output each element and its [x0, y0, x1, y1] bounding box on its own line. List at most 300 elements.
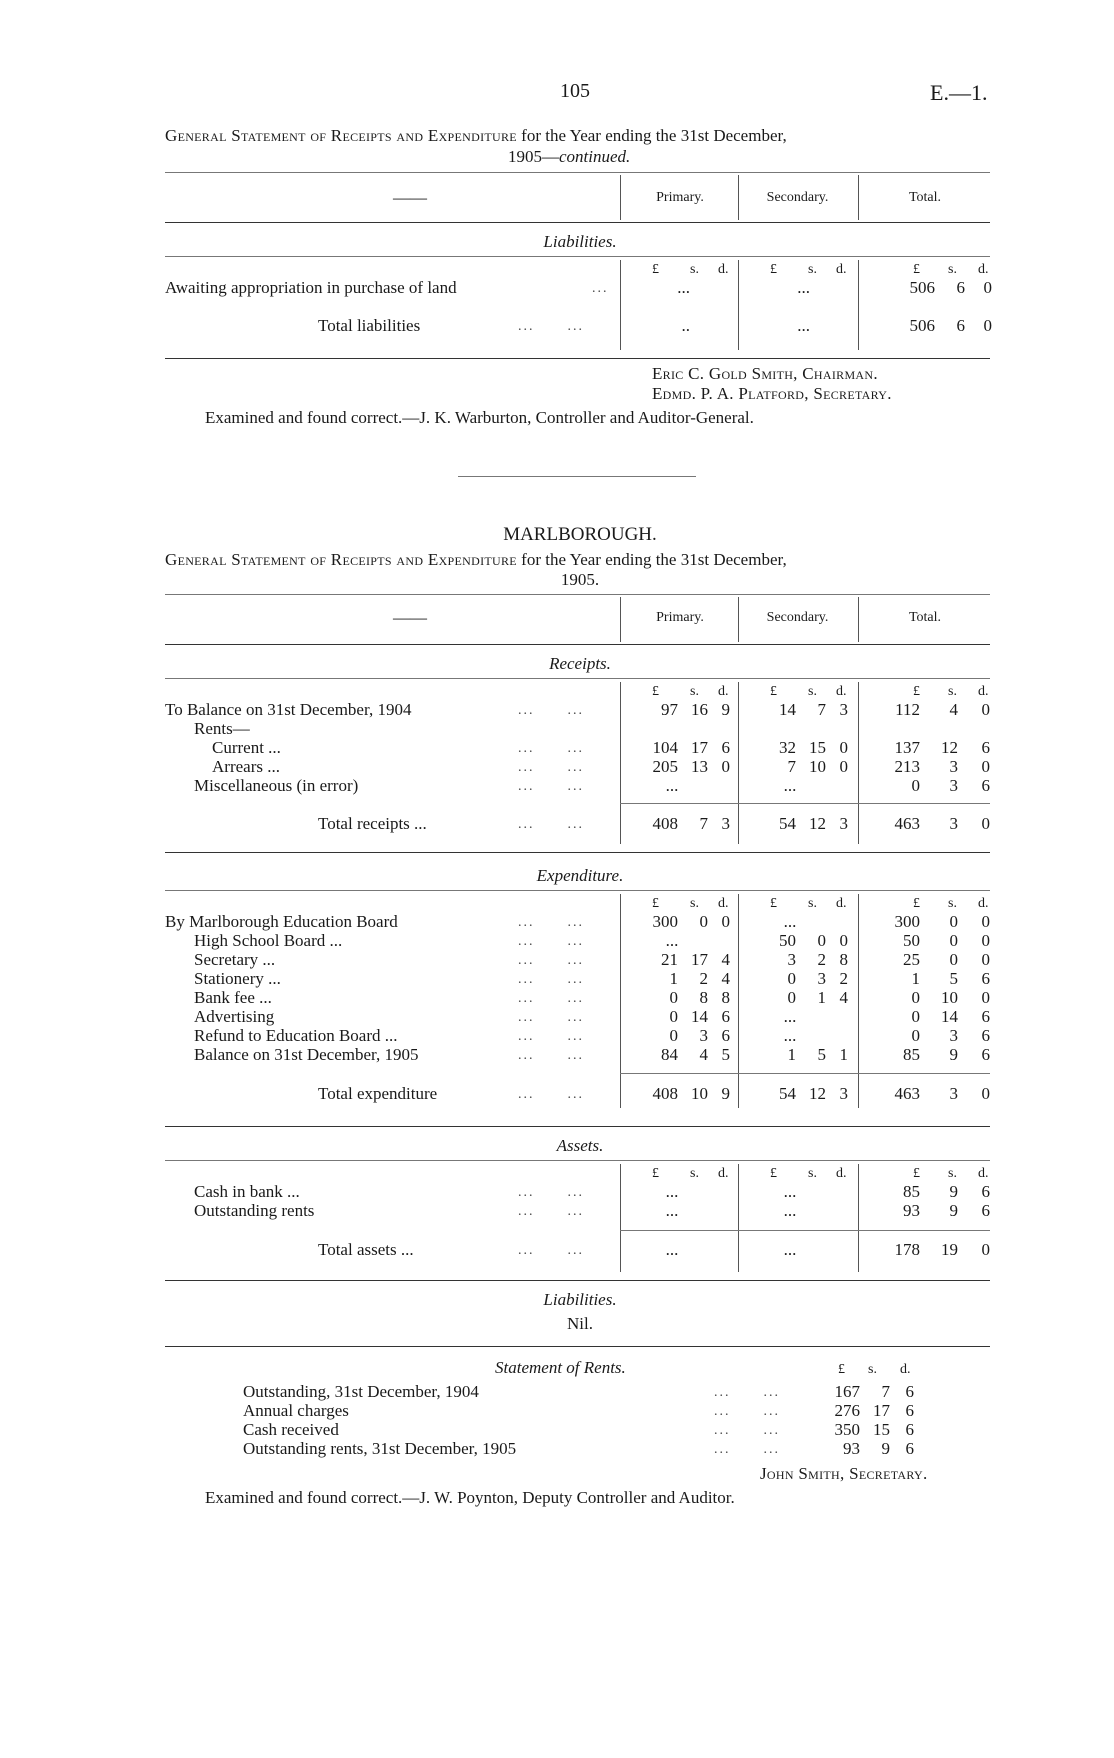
receipts-cell-s-l: 7 — [787, 757, 796, 776]
assets-cell-p-l: ... — [665, 1182, 679, 1201]
assets-cell-t-d: 6 — [981, 1201, 990, 1220]
receipts-total-cell-t-d: 0 — [981, 814, 990, 833]
continued-row-total-s: 6 — [956, 278, 965, 297]
rents-cell-s: 15 — [873, 1420, 890, 1439]
expenditure-unit-tl: £ — [913, 896, 920, 911]
receipts-row-label: Miscellaneous (in error) — [194, 776, 359, 795]
expenditure-cell-s-d: 4 — [839, 988, 848, 1007]
receipts-section-title: Receipts. — [549, 654, 611, 673]
rents-signature: John Smith, Secretary. — [760, 1464, 928, 1483]
marlborough-title-line1 — [165, 550, 787, 570]
continued-total-primary: .. — [681, 316, 690, 335]
expenditure-cell-p-d: 4 — [721, 950, 730, 969]
assets-row-label: Cash in bank ... — [194, 1182, 300, 1201]
continued-body-vline-1 — [620, 260, 621, 350]
expenditure-cell-p-s: 17 — [691, 950, 708, 969]
assets-total-cell-t-s: 19 — [941, 1240, 958, 1259]
continued-vline-3 — [858, 175, 859, 220]
continued-examined: Examined and found correct.—J. K. Warburton, Controller and Auditor-General. — [205, 408, 754, 427]
expenditure-total-cell-s-l: 54 — [779, 1084, 796, 1103]
rents-cell-s: 17 — [873, 1401, 890, 1420]
assets-unit-td: d. — [978, 1166, 989, 1181]
expenditure-total-cell-t-s: 3 — [949, 1084, 958, 1103]
expenditure-cell-p-l: 0 — [669, 988, 678, 1007]
receipts-unit-td: d. — [978, 684, 989, 699]
expenditure-cell-t-l: 0 — [911, 1007, 920, 1026]
expenditure-cell-p-s: 2 — [699, 969, 708, 988]
expenditure-cell-s-l: ... — [783, 912, 797, 931]
expenditure-leader-dots: ... ... — [518, 915, 584, 930]
continued-total-label: Total liabilities — [318, 316, 421, 335]
expenditure-cell-s-s: 2 — [817, 950, 826, 969]
expenditure-leader-dots: ... ... — [518, 1010, 584, 1025]
expenditure-vline-2 — [738, 894, 739, 1108]
receipts-cell-s-s: 15 — [809, 738, 826, 757]
expenditure-leader-dots: ... ... — [518, 1048, 584, 1063]
expenditure-total-cell-s-d: 3 — [839, 1084, 848, 1103]
continued-unit-sd: d. — [836, 262, 847, 277]
expenditure-cell-t-d: 0 — [981, 912, 990, 931]
expenditure-cell-p-d: 5 — [721, 1045, 730, 1064]
receipts-cell-t-s: 12 — [941, 738, 958, 757]
marlborough-rule-top — [165, 594, 990, 595]
continued-title-rest: for the Year ending the 31st December, — [521, 126, 787, 145]
receipts-cell-t-l: 137 — [894, 738, 920, 757]
expenditure-cell-s-s: 0 — [817, 931, 826, 950]
expenditure-cell-t-s: 5 — [949, 969, 958, 988]
expenditure-cell-p-s: 8 — [699, 988, 708, 1007]
receipts-rule-bottom — [165, 852, 990, 853]
expenditure-row-label: Stationery ... — [194, 969, 281, 988]
receipts-total-cell-p-s: 7 — [699, 814, 708, 833]
receipts-cell-p-l: 205 — [652, 757, 678, 776]
receipts-total-rule — [620, 803, 990, 804]
receipts-total-cell-p-d: 3 — [721, 814, 730, 833]
rents-row-label: Outstanding, 31st December, 1904 — [243, 1382, 479, 1401]
marlborough-title-caps: General Statement of Receipts and Expenditure — [165, 550, 517, 569]
rents-unit-s: s. — [868, 1362, 877, 1377]
expenditure-cell-t-s: 14 — [941, 1007, 958, 1026]
receipts-vline-1 — [620, 682, 621, 844]
expenditure-leader-dots: ... ... — [518, 991, 584, 1006]
expenditure-cell-p-l: ... — [665, 931, 679, 950]
receipts-cell-t-d: 0 — [981, 757, 990, 776]
continued-body-vline-3 — [858, 260, 859, 350]
expenditure-cell-t-l: 0 — [911, 988, 920, 1007]
receipts-cell-s-s: 7 — [817, 700, 826, 719]
continued-unit-tl: £ — [913, 262, 920, 277]
continued-signature-chairman: Eric C. Gold Smith, Chairman. — [652, 364, 878, 383]
rents-leader-dots: ... ... — [714, 1404, 780, 1419]
receipts-cell-p-s: 13 — [691, 757, 708, 776]
assets-unit-tl: £ — [913, 1166, 920, 1181]
receipts-cell-p-s: 16 — [691, 700, 708, 719]
expenditure-unit-sd: d. — [836, 896, 847, 911]
receipts-unit-ts: s. — [948, 684, 957, 699]
rents-cell-l: 350 — [834, 1420, 860, 1439]
receipts-leader-dots: ... ... — [518, 703, 584, 718]
continued-col-blank: —— — [393, 188, 427, 207]
marlborough-head-vline-2 — [738, 597, 739, 642]
liabilities-rule-bottom — [165, 1346, 990, 1347]
expenditure-cell-s-l: 50 — [779, 931, 796, 950]
assets-total-cell-t-d: 0 — [981, 1240, 990, 1259]
receipts-cell-p-l: 97 — [661, 700, 678, 719]
expenditure-row-label: Advertising — [194, 1007, 275, 1026]
marlborough-col-primary: Primary. — [656, 610, 704, 625]
continued-unit-sl: £ — [770, 262, 777, 277]
expenditure-vline-1 — [620, 894, 621, 1108]
receipts-leader-dots: ... ... — [518, 779, 584, 794]
assets-vline-3 — [858, 1164, 859, 1272]
rents-cell-d: 6 — [905, 1439, 914, 1458]
page-number: 105 — [560, 80, 590, 102]
continued-rule-top — [165, 172, 990, 173]
expenditure-cell-s-l: ... — [783, 1026, 797, 1045]
expenditure-leader-dots: ... ... — [518, 972, 584, 987]
expenditure-leader-dots: ... ... — [518, 934, 584, 949]
receipts-cell-t-d: 6 — [981, 738, 990, 757]
marlborough-title-rest: for the Year ending the 31st December, — [521, 550, 787, 569]
rents-cell-s: 9 — [881, 1439, 890, 1458]
continued-row-primary: ... — [677, 278, 690, 297]
document-reference: E.—1. — [930, 80, 988, 105]
rents-cell-d: 6 — [905, 1382, 914, 1401]
receipts-leader-dots: ... ... — [518, 741, 584, 756]
receipts-total-cell-p-l: 408 — [652, 814, 678, 833]
receipts-unit-ss: s. — [808, 684, 817, 699]
expenditure-total-cell-p-l: 408 — [652, 1084, 678, 1103]
expenditure-cell-t-l: 0 — [911, 1026, 920, 1045]
rents-leader-dots: ... ... — [714, 1385, 780, 1400]
receipts-rule — [165, 678, 990, 679]
receipts-unit-ps: s. — [690, 684, 699, 699]
continued-title-line2 — [508, 147, 630, 167]
expenditure-cell-t-d: 0 — [981, 988, 990, 1007]
receipts-total-row-label: Total receipts ... — [318, 814, 427, 833]
expenditure-unit-sl: £ — [770, 896, 777, 911]
receipts-row-label: Arrears ... — [212, 757, 280, 776]
marlborough-title-line2: 1905. — [560, 570, 600, 589]
continued-total-dots: ... ... — [518, 319, 584, 334]
receipts-total-cell-t-l: 463 — [894, 814, 920, 833]
receipts-leader-dots: ... ... — [518, 760, 584, 775]
receipts-vline-3 — [858, 682, 859, 844]
marlborough-col-total: Total. — [908, 610, 942, 625]
expenditure-cell-p-d: 8 — [721, 988, 730, 1007]
continued-col-total: Total. — [908, 190, 942, 205]
continued-vline-1 — [620, 175, 621, 220]
expenditure-row-label: By Marlborough Education Board — [165, 912, 398, 931]
marlborough-head-vline-3 — [858, 597, 859, 642]
expenditure-rule — [165, 890, 990, 891]
expenditure-cell-p-s: 14 — [691, 1007, 708, 1026]
assets-unit-ts: s. — [948, 1166, 957, 1181]
rents-cell-d: 6 — [905, 1401, 914, 1420]
expenditure-cell-t-d: 6 — [981, 969, 990, 988]
receipts-cell-s-d: 3 — [839, 700, 848, 719]
rents-section-title: Statement of Rents. — [495, 1358, 626, 1377]
expenditure-cell-s-d: 8 — [839, 950, 848, 969]
receipts-cell-t-d: 6 — [981, 776, 990, 795]
assets-unit-pd: d. — [718, 1166, 729, 1181]
continued-total-s: 6 — [956, 316, 965, 335]
assets-vline-1 — [620, 1164, 621, 1272]
assets-cell-p-l: ... — [665, 1201, 679, 1220]
expenditure-cell-t-d: 0 — [981, 931, 990, 950]
assets-rule — [165, 1160, 990, 1161]
continued-unit-ts: s. — [948, 262, 957, 277]
expenditure-row-label: High School Board ... — [194, 931, 343, 950]
expenditure-total-row-label: Total expenditure — [318, 1084, 438, 1103]
assets-cell-t-d: 6 — [981, 1182, 990, 1201]
expenditure-cell-s-l: 0 — [787, 988, 796, 1007]
receipts-cell-s-l: 14 — [779, 700, 796, 719]
continued-unit-td: d. — [978, 262, 989, 277]
receipts-unit-sl: £ — [770, 684, 777, 699]
expenditure-cell-s-s: 1 — [817, 988, 826, 1007]
expenditure-cell-s-d: 2 — [839, 969, 848, 988]
expenditure-cell-p-s: 3 — [699, 1026, 708, 1045]
receipts-total-cell-s-l: 54 — [779, 814, 796, 833]
continued-unit-pd: d. — [718, 262, 729, 277]
expenditure-cell-t-l: 25 — [903, 950, 920, 969]
continued-total-secondary: ... — [797, 316, 810, 335]
assets-unit-pl: £ — [652, 1166, 659, 1181]
receipts-cell-s-d: 0 — [839, 757, 848, 776]
assets-total-cell-p-l: ... — [665, 1240, 679, 1259]
rents-cell-s: 7 — [881, 1382, 890, 1401]
receipts-row-label: To Balance on 31st December, 1904 — [165, 700, 412, 719]
expenditure-cell-s-s: 5 — [817, 1045, 826, 1064]
continued-body-vline-2 — [738, 260, 739, 350]
expenditure-row-label: Refund to Education Board ... — [194, 1026, 398, 1045]
receipts-unit-pl: £ — [652, 684, 659, 699]
receipts-total-cell-s-s: 12 — [809, 814, 826, 833]
expenditure-total-cell-t-l: 463 — [894, 1084, 920, 1103]
expenditure-unit-ts: s. — [948, 896, 957, 911]
continued-row-secondary: ... — [797, 278, 810, 297]
expenditure-cell-s-d: 0 — [839, 931, 848, 950]
expenditure-unit-td: d. — [978, 896, 989, 911]
expenditure-total-cell-p-d: 9 — [721, 1084, 730, 1103]
receipts-row-label: Rents— — [194, 719, 250, 738]
continued-col-secondary: Secondary. — [766, 190, 829, 205]
assets-leader-dots: ... ... — [518, 1185, 584, 1200]
expenditure-cell-s-s: 3 — [817, 969, 826, 988]
rents-cell-l: 93 — [843, 1439, 860, 1458]
assets-cell-t-l: 93 — [903, 1201, 920, 1220]
receipts-cell-t-s: 4 — [949, 700, 958, 719]
assets-cell-t-s: 9 — [949, 1201, 958, 1220]
assets-vline-2 — [738, 1164, 739, 1272]
receipts-total-leader-dots: ... ... — [518, 817, 584, 832]
assets-total-cell-s-l: ... — [783, 1240, 797, 1259]
receipts-cell-s-d: 0 — [839, 738, 848, 757]
receipts-cell-p-l: ... — [665, 776, 679, 795]
continued-signature-secretary: Edmd. P. A. Platford, Secretary. — [652, 384, 892, 403]
continued-rule-section — [165, 256, 990, 257]
expenditure-rule-bottom — [165, 1126, 990, 1127]
receipts-cell-s-l: ... — [783, 776, 797, 795]
rents-row-label: Annual charges — [243, 1401, 349, 1420]
continued-row-total-l: 506 — [909, 278, 935, 297]
expenditure-cell-p-l: 0 — [669, 1026, 678, 1045]
rents-leader-dots: ... ... — [714, 1423, 780, 1438]
expenditure-unit-pl: £ — [652, 896, 659, 911]
continued-word: continued. — [559, 147, 631, 166]
assets-total-leader-dots: ... ... — [518, 1243, 584, 1258]
expenditure-cell-p-l: 0 — [669, 1007, 678, 1026]
expenditure-total-cell-t-d: 0 — [981, 1084, 990, 1103]
receipts-cell-t-l: 0 — [911, 776, 920, 795]
expenditure-cell-t-d: 0 — [981, 950, 990, 969]
assets-cell-t-l: 85 — [903, 1182, 920, 1201]
expenditure-cell-p-l: 84 — [661, 1045, 678, 1064]
marlborough-head-vline-1 — [620, 597, 621, 642]
expenditure-cell-t-s: 9 — [949, 1045, 958, 1064]
expenditure-row-label: Secretary ... — [194, 950, 276, 969]
continued-rule-bottom — [165, 358, 990, 359]
expenditure-total-leader-dots: ... ... — [518, 1087, 584, 1102]
expenditure-cell-t-l: 85 — [903, 1045, 920, 1064]
marlborough-district: MARLBOROUGH. — [503, 524, 657, 545]
expenditure-cell-t-s: 10 — [941, 988, 958, 1007]
continued-row-total-d: 0 — [983, 278, 992, 297]
continued-rule-head — [165, 222, 990, 223]
expenditure-cell-p-l: 1 — [669, 969, 678, 988]
receipts-cell-t-s: 3 — [949, 757, 958, 776]
expenditure-cell-p-d: 6 — [721, 1026, 730, 1045]
assets-total-row-label: Total assets ... — [318, 1240, 414, 1259]
expenditure-cell-p-d: 4 — [721, 969, 730, 988]
expenditure-cell-t-d: 6 — [981, 1026, 990, 1045]
expenditure-total-cell-p-s: 10 — [691, 1084, 708, 1103]
expenditure-section-title: Expenditure. — [536, 866, 624, 885]
expenditure-leader-dots: ... ... — [518, 953, 584, 968]
expenditure-cell-t-l: 300 — [894, 912, 920, 931]
expenditure-cell-s-l: 3 — [787, 950, 796, 969]
assets-cell-s-l: ... — [783, 1201, 797, 1220]
rents-unit-l: £ — [838, 1362, 845, 1377]
liabilities-section-title: Liabilities. — [543, 1290, 617, 1309]
section-divider — [458, 476, 696, 477]
receipts-cell-t-d: 0 — [981, 700, 990, 719]
continued-row-dots: ... — [592, 281, 609, 296]
assets-total-rule — [620, 1230, 990, 1231]
marlborough-col-secondary: Secondary. — [766, 610, 829, 625]
assets-leader-dots: ... ... — [518, 1204, 584, 1219]
assets-unit-sl: £ — [770, 1166, 777, 1181]
rents-row-label: Cash received — [243, 1420, 339, 1439]
liabilities-value: Nil. — [567, 1314, 593, 1333]
receipts-cell-p-d: 9 — [721, 700, 730, 719]
expenditure-cell-t-d: 6 — [981, 1007, 990, 1026]
rents-unit-d: d. — [900, 1362, 911, 1377]
expenditure-unit-ss: s. — [808, 896, 817, 911]
receipts-cell-t-l: 112 — [895, 700, 920, 719]
rents-row-label: Outstanding rents, 31st December, 1905 — [243, 1439, 517, 1458]
expenditure-unit-pd: d. — [718, 896, 729, 911]
continued-total-d: 0 — [983, 316, 992, 335]
expenditure-cell-p-l: 300 — [652, 912, 678, 931]
expenditure-row-label: Bank fee ... — [194, 988, 272, 1007]
expenditure-total-cell-s-s: 12 — [809, 1084, 826, 1103]
assets-unit-ss: s. — [808, 1166, 817, 1181]
rents-cell-l: 167 — [834, 1382, 860, 1401]
expenditure-leader-dots: ... ... — [518, 1029, 584, 1044]
expenditure-row-label: Balance on 31st December, 1905 — [194, 1045, 419, 1064]
rents-cell-d: 6 — [905, 1420, 914, 1439]
continued-title-caps: General Statement of Receipts and Expenditure — [165, 126, 517, 145]
assets-unit-sd: d. — [836, 1166, 847, 1181]
expenditure-cell-t-s: 0 — [949, 912, 958, 931]
receipts-unit-sd: d. — [836, 684, 847, 699]
continued-unit-pl: £ — [652, 262, 659, 277]
receipts-cell-p-s: 17 — [691, 738, 708, 757]
assets-unit-ps: s. — [690, 1166, 699, 1181]
assets-cell-t-s: 9 — [949, 1182, 958, 1201]
assets-cell-s-l: ... — [783, 1182, 797, 1201]
marlborough-rule-head — [165, 644, 990, 645]
assets-rule-bottom — [165, 1280, 990, 1281]
expenditure-vline-3 — [858, 894, 859, 1108]
receipts-total-cell-s-d: 3 — [839, 814, 848, 833]
receipts-vline-2 — [738, 682, 739, 844]
expenditure-cell-p-s: 4 — [699, 1045, 708, 1064]
rents-cell-l: 276 — [834, 1401, 860, 1420]
receipts-cell-p-d: 6 — [721, 738, 730, 757]
assets-section-title: Assets. — [556, 1136, 604, 1155]
receipts-cell-s-s: 10 — [809, 757, 826, 776]
marlborough-col-blank: —— — [393, 608, 427, 627]
continued-year: 1905— — [508, 147, 559, 166]
receipts-row-label: Current ... — [212, 738, 281, 757]
assets-row-label: Outstanding rents — [194, 1201, 315, 1220]
receipts-unit-pd: d. — [718, 684, 729, 699]
expenditure-unit-ps: s. — [690, 896, 699, 911]
continued-col-primary: Primary. — [656, 190, 704, 205]
expenditure-cell-t-l: 50 — [903, 931, 920, 950]
expenditure-cell-s-l: ... — [783, 1007, 797, 1026]
expenditure-cell-t-s: 0 — [949, 931, 958, 950]
continued-unit-ss: s. — [808, 262, 817, 277]
continued-unit-ps: s. — [690, 262, 699, 277]
continued-section-liabilities: Liabilities. — [543, 232, 617, 251]
expenditure-cell-p-l: 21 — [661, 950, 678, 969]
receipts-total-cell-t-s: 3 — [949, 814, 958, 833]
expenditure-cell-p-d: 6 — [721, 1007, 730, 1026]
receipts-cell-s-l: 32 — [779, 738, 796, 757]
expenditure-cell-s-l: 1 — [787, 1045, 796, 1064]
continued-total-l: 506 — [909, 316, 935, 335]
expenditure-cell-s-d: 1 — [839, 1045, 848, 1064]
expenditure-cell-t-s: 0 — [949, 950, 958, 969]
marlborough-examined: Examined and found correct.—J. W. Poynton, Deputy Controller and Auditor. — [205, 1488, 735, 1507]
continued-row-label: Awaiting appropriation in purchase of land — [165, 278, 457, 297]
expenditure-cell-t-s: 3 — [949, 1026, 958, 1045]
receipts-cell-t-s: 3 — [949, 776, 958, 795]
receipts-unit-tl: £ — [913, 684, 920, 699]
expenditure-cell-p-d: 0 — [721, 912, 730, 931]
receipts-cell-t-l: 213 — [894, 757, 920, 776]
receipts-cell-p-d: 0 — [721, 757, 730, 776]
assets-total-cell-t-l: 178 — [894, 1240, 920, 1259]
expenditure-total-rule — [620, 1073, 990, 1074]
expenditure-cell-p-s: 0 — [699, 912, 708, 931]
continued-title-line1 — [165, 126, 787, 146]
expenditure-cell-t-d: 6 — [981, 1045, 990, 1064]
